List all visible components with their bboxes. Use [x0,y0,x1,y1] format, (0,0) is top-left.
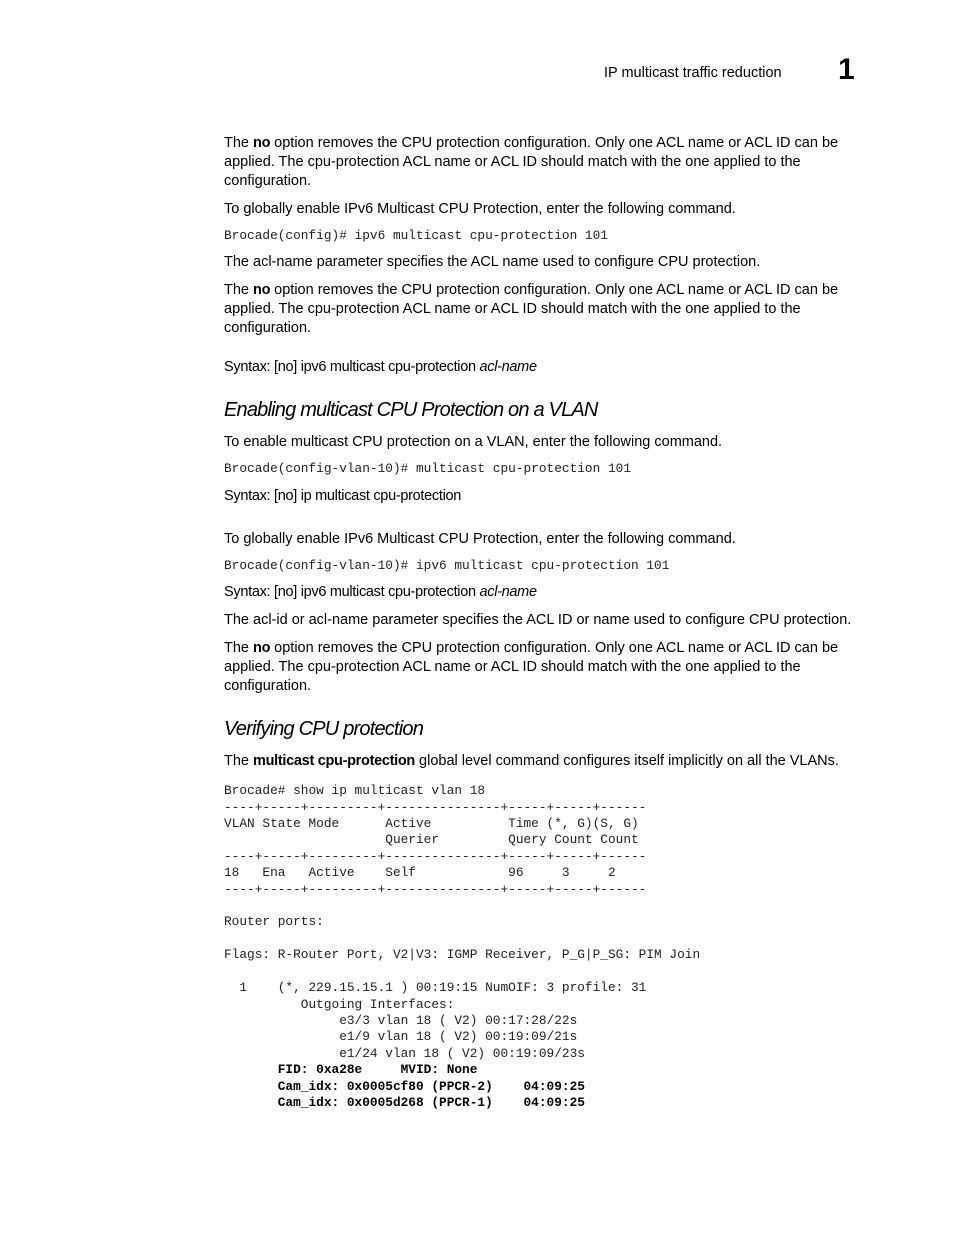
paragraph-acl-id: The acl-id or acl-name parameter specifies the ACL ID or name used to configure CPU protection. [224,612,852,629]
syntax-ipv6-2: Syntax: [no] ipv6 multicast cpu-protection acl-name [224,584,537,601]
paragraph-enable-ipv6-2: To globally enable IPv6 Multicast CPU Protection, enter the following command. [224,530,736,547]
chapter-number: 1 [838,53,855,86]
syntax-ipv6-1: Syntax: [no] ipv6 multicast cpu-protection acl-name [224,359,537,376]
code-vlan-multicast: Brocade(config-vlan-10)# multicast cpu-protection 101 [224,461,632,477]
paragraph-no-option-3: The no option removes the CPU protection configuration. Only one ACL name or ACL ID can be applied. The cpu-protection ACL name or ACL ID should match with the one applied to the configuration. [224,640,839,695]
code-show-multicast-vlan: Brocade# show ip multicast vlan 18 ----+-----+---------+---------------+-----+-----+------ VLAN State Mode Active Time (*, G)(S, G) Querier Query Count Count ----+-----+---------+---------------+-----+-----+------ 18 Ena Active Self 96 3 2 ----+-----+---------+---------------+-----+-----+------ Router ports: Flags: R-Router Port, V2|V3: IGMP Receiver, P_G|P_SG: PIM Join 1 (*, 229.15.15.1 ) 00:19:15 NumOIF: 3 profile: 31 Outgoing Interfaces: e3/3 vlan 18 ( V2) 00:17:28/22s e1/9 vlan 18 ( V2) 00:19:09/21s e1/24 vlan 18 ( V2) 00:19:09/23s [224,783,701,1061]
heading-verifying: Verifying CPU protection [224,718,424,741]
paragraph-no-option-2: The no option removes the CPU protection configuration. Only one ACL name or ACL ID can be applied. The cpu-protection ACL name or ACL ID should match with the one applied to the configuration. [224,282,839,337]
code-vlan-ipv6: Brocade(config-vlan-10)# ipv6 multicast cpu-protection 101 [224,557,670,573]
code-fid-cam-idx: FID: 0xa28e MVID: None Cam_idx: 0x0005cf80 (PPCR-2) 04:09:25 Cam_idx: 0x0005d268 (PPCR-1) 04:09:25 [277,1062,585,1110]
paragraph-enable-vlan: To enable multicast CPU protection on a VLAN, enter the following command. [224,434,723,451]
syntax-ip-multicast: Syntax: [no] ip multicast cpu-protection [224,487,462,504]
heading-enabling-vlan: Enabling multicast CPU Protection on a VLAN [224,399,598,422]
code-ipv6-cpu-protection: Brocade(config)# ipv6 multicast cpu-protection 101 [224,228,608,243]
paragraph-no-option-1: The no option removes the CPU protection configuration. Only one ACL name or ACL ID can be applied. The cpu-protection ACL name or ACL ID should match with the one applied to the configuration. [224,135,839,189]
paragraph-acl-name: The acl-name parameter specifies the ACL name used to configure CPU protection. [224,254,761,271]
page-content [224,134,864,1111]
paragraph-global-command: The multicast cpu-protection global level command configures itself implicitly on all the VLANs. [224,753,839,770]
paragraph-enable-ipv6-1: To globally enable IPv6 Multicast CPU Protection, enter the following command. [224,201,736,217]
header-title: IP multicast traffic reduction [604,65,782,81]
